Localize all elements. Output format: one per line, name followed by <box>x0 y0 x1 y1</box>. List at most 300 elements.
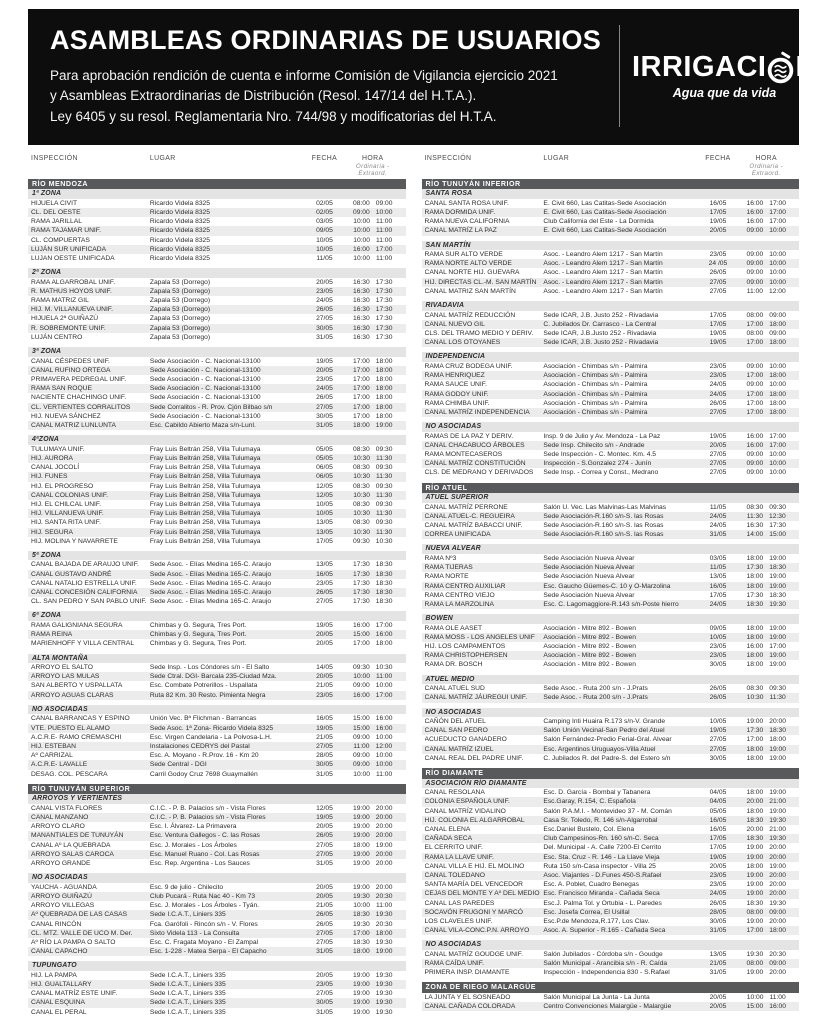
table-row <box>28 681 406 690</box>
hora-ordinaria: 08:00 <box>746 311 764 319</box>
zone-section <box>422 241 800 297</box>
cell-fecha: 06/05 <box>316 464 333 472</box>
cell-inspeccion: HIJ. NUEVA SÁNCHEZ <box>31 412 101 420</box>
hora-ordinaria: 08:00 <box>353 199 370 207</box>
table-row <box>422 450 800 459</box>
hora-extraordinaria: 18:30 <box>375 570 393 578</box>
table-row <box>28 597 406 606</box>
cell-fecha: 31/05 <box>316 860 333 868</box>
hora-extraordinaria: 17:30 <box>769 522 786 530</box>
cell-inspeccion: CANAL MATRÍZ BABACCI UNIF. <box>424 522 523 530</box>
hora-extraordinaria: 15:00 <box>769 531 786 539</box>
cell-lugar: Asociación - Chimbas s/n - Palmira <box>543 399 648 407</box>
cell-fecha: 04/05 <box>709 798 727 806</box>
cell-hora <box>343 421 402 430</box>
hora-extraordinaria: 09:30 <box>769 503 786 511</box>
cell-fecha: 20/05 <box>316 673 333 681</box>
cell-lugar: Asoc. Viajantes - D.Funes 450-S.Rafael <box>543 871 662 879</box>
table-row <box>422 754 800 763</box>
table-row <box>422 399 800 408</box>
hora-extraordinaria: 12:00 <box>769 287 786 295</box>
hora-extraordinaria: 19:30 <box>769 816 786 824</box>
cell-fecha: 30/05 <box>316 999 333 1007</box>
table-row <box>28 570 406 579</box>
cell-lugar: Asoc. - Leandro Alem 1217 - San Martín <box>543 251 663 259</box>
table-row <box>422 926 800 935</box>
cell-hora <box>343 366 402 375</box>
cell-hora <box>737 530 796 539</box>
table-row <box>28 305 406 314</box>
cell-fecha: 10/05 <box>709 633 727 641</box>
cell-hora <box>737 311 796 320</box>
cell-lugar: Esc.J. Palma Tol. y Ortubia - L. Paredes <box>543 899 662 907</box>
cell-inspeccion: RAMA TIJERAS <box>424 564 473 572</box>
cell-inspeccion: ARROYO GRANDE <box>31 860 91 868</box>
hora-extraordinaria: 10:00 <box>769 269 786 277</box>
cell-lugar: C.I.C. - P. B. Palacios s/n - Vista Flores <box>149 814 266 822</box>
hora-ordinaria: 08:30 <box>746 685 764 693</box>
cell-hora <box>343 724 402 733</box>
zone-header: 2ª ZONA <box>28 268 406 278</box>
cell-hora <box>737 320 796 329</box>
cell-lugar: Sede Asociación - C. Nacional-13100 <box>149 385 261 393</box>
hora-extraordinaria: 17:30 <box>375 333 393 341</box>
column-header-inspeccion: INSPECCIÓN <box>424 154 472 162</box>
cell-inspeccion: HIJ. SANTA RITA UNIF. <box>31 519 101 527</box>
hora-extraordinaria: 11:30 <box>376 454 393 462</box>
river-section <box>422 982 800 1011</box>
cell-hora <box>343 920 402 929</box>
cell-lugar: Sede Insp. - Correa y Const., Medrano <box>543 469 659 477</box>
cell-hora <box>343 412 402 421</box>
hora-ordinaria: 09:00 <box>353 752 370 760</box>
table-row <box>422 512 800 521</box>
table-row <box>422 889 800 898</box>
hora-ordinaria: 10:00 <box>353 227 370 235</box>
cell-hora <box>737 199 796 208</box>
table-row <box>28 850 406 859</box>
cell-lugar: Fray Luis Beltrán 258, Villa Tulumaya <box>149 519 261 527</box>
cell-fecha: 24/05 <box>709 600 727 608</box>
zone-section <box>422 708 800 764</box>
cell-lugar: Asoc. - Leandro Alem 1217 - San Martín <box>543 278 663 286</box>
hora-ordinaria: 17:30 <box>746 591 764 599</box>
column-header-fecha: FECHA <box>311 154 338 162</box>
hora-extraordinaria: 11:00 <box>376 227 393 235</box>
hora-extraordinaria: 20:00 <box>769 969 786 977</box>
cell-fecha: 09/05 <box>709 624 727 632</box>
cell-hora <box>343 929 402 938</box>
cell-fecha: 13/05 <box>316 519 333 527</box>
table-row <box>422 968 800 977</box>
cell-hora <box>737 600 796 609</box>
subtitle-line-1: Para aprobación rendición de cuenta e informe Comisión de Vigilancia ejercicio 2021 <box>50 68 558 83</box>
cell-hora <box>737 268 796 277</box>
hora-extraordinaria: 19:00 <box>769 862 786 870</box>
cell-hora <box>343 971 402 980</box>
cell-lugar: Ruta 82 Km. 30 Resto. Pimienta Negra <box>149 691 266 699</box>
hora-extraordinaria: 20:00 <box>375 860 393 868</box>
cell-fecha: 27/05 <box>316 315 333 323</box>
cell-hora <box>737 825 796 834</box>
cell-hora <box>343 509 402 518</box>
hora-ordinaria: 19:00 <box>746 969 764 977</box>
cell-lugar: Carril Godoy Cruz 7698 Guaymallén <box>149 770 258 778</box>
cell-inspeccion: CL. COMPUERTAS <box>31 236 90 244</box>
cell-fecha: 26/05 <box>316 394 333 402</box>
river-section <box>28 784 406 1017</box>
hora-ordinaria: 18:00 <box>746 554 764 562</box>
hora-ordinaria: 19:30 <box>353 920 370 928</box>
cell-lugar: Zapala 53 (Dorrego) <box>149 278 211 286</box>
cell-inspeccion: RAMA NORTE ALTO VERDE <box>424 260 512 268</box>
cell-lugar: Ricardo Videla 8325 <box>149 227 210 235</box>
zone-header: 5ª ZONA <box>28 551 406 561</box>
cell-hora <box>737 380 796 389</box>
cell-lugar: Esc. A. Moyano - R.Prov. 16 - Km 20 <box>149 752 259 760</box>
hora-ordinaria: 19:00 <box>746 890 764 898</box>
cell-inspeccion: CL. MTZ. VALLE DE UCO M. Der. <box>31 929 133 937</box>
cell-fecha: 16/05 <box>316 570 333 578</box>
cell-lugar: C. Jubilados R. del Padre-S. del Estero s/n <box>543 754 671 762</box>
table-row <box>28 208 406 217</box>
table-row <box>422 459 800 468</box>
cell-hora <box>737 572 796 581</box>
cell-lugar: Sede Asoc. - Ruta 200 s/n - J.Prats <box>543 694 648 702</box>
cell-inspeccion: CANAL RINCÓN <box>31 920 82 928</box>
cell-hora <box>343 384 402 393</box>
cell-hora <box>343 314 402 323</box>
hora-ordinaria: 08:30 <box>353 519 370 527</box>
table-row <box>422 651 800 660</box>
hora-ordinaria: 17:30 <box>353 598 370 606</box>
hora-extraordinaria: 19:00 <box>769 582 786 590</box>
table-row <box>422 684 800 693</box>
hora-extraordinaria: 17:30 <box>375 297 393 305</box>
hora-extraordinaria: 18:00 <box>769 408 786 416</box>
table-row <box>422 320 800 329</box>
table-row <box>28 500 406 509</box>
cell-hora <box>343 714 402 723</box>
cell-lugar: Unión Vec. Bª Flichman - Barrancas <box>149 715 257 723</box>
zone-header: SAN MARTÍN <box>422 241 800 251</box>
cell-lugar: Sede Asociación Nueva Alvear <box>543 573 635 581</box>
hora-ordinaria: 17:00 <box>353 366 370 374</box>
table-column-left <box>28 153 406 1017</box>
cell-hora <box>737 512 796 521</box>
cell-inspeccion: CLS. DE MEDRANO Y DERIVADOS <box>424 469 534 477</box>
cell-lugar: Esc.Daniel Bustelo, Col. Elena <box>543 825 635 833</box>
table-row <box>422 825 800 834</box>
hora-ordinaria: 17:30 <box>746 727 764 735</box>
hora-ordinaria: 16:00 <box>746 432 764 440</box>
cell-inspeccion: CANAL VISTA FLORES <box>31 804 102 812</box>
hora-ordinaria: 18:00 <box>746 807 764 815</box>
table-row <box>28 883 406 892</box>
cell-lugar: Esc. Gaucho Güemes-C. 10 y O-Marzolina <box>543 582 671 590</box>
cell-inspeccion: HIJ. COLONIA EL ALGARROBAL <box>424 816 525 824</box>
cell-lugar: Club California del Este - La Dormida <box>543 218 654 226</box>
cell-fecha: 19/05 <box>709 432 727 440</box>
hora-ordinaria: 09:00 <box>353 208 370 216</box>
hora-extraordinaria: 19:00 <box>769 745 786 753</box>
cell-inspeccion: RAMA DORMIDA UNIF. <box>424 208 496 216</box>
hora-extraordinaria: 11:00 <box>376 770 393 778</box>
hora-extraordinaria: 18:00 <box>375 929 393 937</box>
cell-hora <box>343 579 402 588</box>
subtitle-line-3: Ley 6405 y su resol. Reglamentaria Nro. 744/98 y modificatorias del H.T.A. <box>50 108 497 124</box>
cell-fecha: 19/05 <box>316 814 333 822</box>
cell-lugar: Centro Convenciones Malargüe - Malargüe <box>543 1003 672 1011</box>
cell-fecha: 19/05 <box>709 339 727 347</box>
cell-hora <box>737 250 796 259</box>
cell-hora <box>343 822 402 831</box>
hora-ordinaria: 18:30 <box>746 899 764 907</box>
cell-hora <box>343 850 402 859</box>
table-row <box>28 393 406 402</box>
cell-inspeccion: CANAL REAL DEL PADRE UNIF. <box>424 754 524 762</box>
hora-ordinaria: 16:00 <box>746 199 764 207</box>
hora-extraordinaria: 11:00 <box>376 673 393 681</box>
column-header-lugar: LUGAR <box>149 154 176 162</box>
table-row <box>422 530 800 539</box>
cell-fecha: 23/05 <box>709 362 727 370</box>
hora-ordinaria: 17:00 <box>353 376 370 383</box>
hora-extraordinaria: 17:00 <box>769 643 786 651</box>
cell-fecha: 17/05 <box>316 537 333 545</box>
cell-inspeccion: CANAL CONCESIÓN CALIFORNIA <box>31 589 138 597</box>
cell-lugar: Salón Fernández-Predio Ferial-Gral. Alvear <box>543 736 672 744</box>
cell-fecha: 23/05 <box>709 251 727 259</box>
river-section-header: RÍO MENDOZA <box>28 179 406 190</box>
cell-fecha: 20/05 <box>709 993 727 1001</box>
cell-inspeccion: RAMA NUEVA CALIFORNIA <box>424 218 510 226</box>
table-row <box>28 724 406 733</box>
hora-extraordinaria: 18:30 <box>769 564 786 572</box>
hora-ordinaria: 08:30 <box>353 500 370 508</box>
cell-hora <box>737 834 796 843</box>
zone-section <box>422 940 800 977</box>
table-row <box>28 491 406 500</box>
hora-ordinaria: 08:30 <box>353 445 370 453</box>
table-row <box>28 947 406 956</box>
cell-hora <box>343 333 402 342</box>
column-header-row <box>422 153 800 179</box>
page-title: ASAMBLEAS ORDINARIAS DE USUARIOS <box>50 25 601 55</box>
cell-lugar: C.I.C. - P. B. Palacios s/n - Vista Flores <box>149 804 266 812</box>
table-row <box>28 588 406 597</box>
hora-extraordinaria: 18:30 <box>375 561 393 569</box>
cell-hora <box>737 843 796 852</box>
cell-inspeccion: A.C.R.E- LAVALLE <box>31 761 88 769</box>
cell-lugar: E. Civit 660, Las Catitas-Sede Asociación <box>543 208 667 216</box>
cell-lugar: Camping Inti Huaira R.173 s/n-V. Grande <box>543 718 666 726</box>
zone-section <box>28 611 406 648</box>
cell-inspeccion: RAMA HENRIQUEZ <box>424 372 485 380</box>
cell-fecha: 20/05 <box>709 227 727 235</box>
table-row <box>422 250 800 259</box>
hora-extraordinaria: 21:00 <box>769 825 786 833</box>
cell-lugar: Asociación - Chimbas s/n - Palmira <box>543 362 648 370</box>
cell-fecha: 23/05 <box>709 881 727 889</box>
hora-extraordinaria: 20:00 <box>769 881 786 889</box>
hora-ordinaria: 19:00 <box>746 853 764 861</box>
hora-extraordinaria: 20:30 <box>375 892 393 900</box>
cell-hora <box>737 390 796 399</box>
cell-inspeccion: ARROYO GUIÑAZÚ <box>31 892 92 900</box>
cell-inspeccion: CANAL MATRÍZ ESTE UNIF. <box>31 990 118 998</box>
cell-inspeccion: RAMA CAÍDA UNIF. <box>424 960 484 968</box>
zone-header: RIVADAVIA <box>422 301 800 311</box>
hora-ordinaria: 18:00 <box>746 633 764 641</box>
cell-hora <box>737 862 796 871</box>
table-row <box>422 259 800 268</box>
cell-inspeccion: RAMA GALIGNIANA SEGURA <box>31 621 123 629</box>
cell-lugar: Esc.P.de Mendoza,R.177, Los Clav. <box>543 917 650 925</box>
cell-inspeccion: CAÑÓN DEL ATUEL <box>424 718 486 726</box>
hora-extraordinaria: 19:00 <box>769 807 786 815</box>
hora-ordinaria: 18:00 <box>746 862 764 870</box>
zone-section <box>28 268 406 342</box>
zone-list <box>422 993 800 1011</box>
hora-extraordinaria: 19:30 <box>375 911 393 919</box>
hora-extraordinaria: 10:00 <box>375 208 393 216</box>
cell-inspeccion: LUJÁN CENTRO <box>31 333 83 341</box>
hora-ordinaria: 10:30 <box>353 510 370 518</box>
cell-hora <box>343 883 402 892</box>
table-row <box>28 751 406 760</box>
cell-fecha: 23/05 <box>316 981 333 989</box>
table-row <box>422 287 800 296</box>
river-section <box>422 768 800 977</box>
cell-inspeccion: CANAL MATRIZ LUNLUNTA <box>31 422 116 430</box>
hora-ordinaria: 08:30 <box>746 503 764 511</box>
cell-lugar: Esc. Virgen Candelaria - La Polvosa-L.H. <box>149 733 272 741</box>
hora-ordinaria: 16:30 <box>353 287 370 295</box>
cell-inspeccion: RAMA OLE AASET <box>424 624 483 632</box>
cell-lugar: Sede Asociación - C. Nacional-13100 <box>149 412 261 420</box>
cell-hora <box>737 899 796 908</box>
table-row <box>28 841 406 850</box>
cell-hora <box>343 947 402 956</box>
hora-extraordinaria: 10:00 <box>769 260 786 268</box>
cell-hora <box>737 797 796 806</box>
cell-hora <box>343 621 402 630</box>
hora-ordinaria: 19:00 <box>353 832 370 840</box>
cell-fecha: 31/05 <box>709 969 727 977</box>
cell-fecha: 16/05 <box>316 715 333 723</box>
cell-lugar: Sede Asociación-R.160 s/n-S. las Rosas <box>543 531 664 539</box>
hora-extraordinaria: 18:30 <box>375 589 393 597</box>
cell-inspeccion: CANAL Aº LA QUEBRADA <box>31 841 111 849</box>
hora-extraordinaria: 09:30 <box>769 685 786 693</box>
cell-hora <box>343 1008 402 1017</box>
hora-extraordinaria: 20:00 <box>375 850 393 858</box>
hora-ordinaria: 16:30 <box>353 297 370 305</box>
hora-extraordinaria: 18:30 <box>375 598 393 606</box>
cell-hora <box>343 454 402 463</box>
cell-inspeccion: VTE. PUESTO EL ALAMO <box>31 724 110 732</box>
cell-lugar: Sede ICAR, J.B.Justo 252 - Rivadavia <box>543 329 657 337</box>
cell-inspeccion: CANAL LAS PAREDES <box>424 899 495 907</box>
table-row <box>28 518 406 527</box>
cell-lugar: Fray Luis Beltrán 258, Villa Tulumaya <box>149 454 261 462</box>
cell-hora <box>737 208 796 217</box>
table-row <box>422 390 800 399</box>
cell-hora <box>737 450 796 459</box>
zone-header: ATUEL SUPERIOR <box>422 493 800 503</box>
hora-ordinaria: 09:00 <box>746 278 764 286</box>
cell-hora <box>343 236 402 245</box>
cell-inspeccion: HIJUELA 2ª GUIÑAZÚ <box>31 315 99 323</box>
hora-ordinaria: 15:00 <box>353 715 370 723</box>
cell-lugar: Inspección - Independencia 830 - S.Rafael <box>543 969 670 977</box>
hora-ordinaria: 17:00 <box>353 412 370 420</box>
table-row <box>422 554 800 563</box>
cell-fecha: 26/05 <box>316 589 333 597</box>
table-row <box>422 600 800 609</box>
cell-fecha: 30/05 <box>316 324 333 332</box>
hora-extraordinaria: 10:00 <box>769 451 786 459</box>
hora-extraordinaria: 20:00 <box>769 917 786 925</box>
cell-hora <box>737 651 796 660</box>
cell-lugar: Fray Luis Beltrán 258, Villa Tulumaya <box>149 464 261 472</box>
hora-extraordinaria: 21:00 <box>769 798 786 806</box>
cell-inspeccion: RAMA CRUZ BODEGA UNIF. <box>424 362 513 370</box>
table-row <box>28 892 406 901</box>
hora-extraordinaria: 11:30 <box>376 528 393 536</box>
cell-lugar: Ricardo Videla 8325 <box>149 245 210 253</box>
cell-hora <box>343 518 402 527</box>
hora-extraordinaria: 11:00 <box>769 993 786 1001</box>
cell-hora <box>737 693 796 702</box>
table-row <box>28 770 406 779</box>
cell-fecha: 30/05 <box>709 754 727 762</box>
hora-extraordinaria: 17:30 <box>375 278 393 286</box>
zone-section <box>422 189 800 235</box>
cell-hora <box>737 993 796 1002</box>
hora-ordinaria: 19:00 <box>353 860 370 868</box>
cell-inspeccion: EL CERRITO UNIF. <box>424 844 483 852</box>
hora-ordinaria: 18:00 <box>353 841 370 849</box>
hora-ordinaria: 19:30 <box>746 950 764 958</box>
table-row <box>28 314 406 323</box>
zone-section <box>422 993 800 1011</box>
table-row <box>28 324 406 333</box>
table-row <box>422 208 800 217</box>
cell-inspeccion: ARROYO VILLEGAS <box>31 902 95 910</box>
cell-hora <box>737 871 796 880</box>
cell-inspeccion: CANAL MATRÍZ JÁUREGUI UNIF. <box>424 694 528 702</box>
cell-inspeccion: CL. SAN PEDRO Y SAN PABLO UNIF. <box>31 598 147 606</box>
cell-hora <box>343 938 402 947</box>
cell-inspeccion: SOCAVÓN FRUGONI Y MARCÓ <box>424 908 523 916</box>
cell-fecha: 20/05 <box>709 1003 727 1011</box>
hora-extraordinaria: 20:30 <box>375 920 393 928</box>
table-row <box>28 560 406 569</box>
cell-inspeccion: CANAL NUEVO GIL <box>424 320 485 328</box>
cell-fecha: 23/05 <box>709 871 727 879</box>
cell-fecha: 27/05 <box>316 841 333 849</box>
table-row <box>28 472 406 481</box>
hora-ordinaria: 19:00 <box>353 981 370 989</box>
table-row <box>422 408 800 417</box>
cell-fecha: 23/05 <box>709 652 727 660</box>
cell-lugar: Fray Luis Beltrán 258, Villa Tulumaya <box>149 500 261 508</box>
hora-ordinaria: 09:00 <box>353 761 370 769</box>
hora-ordinaria: 17:00 <box>746 408 764 416</box>
hora-extraordinaria: 10:30 <box>375 664 393 672</box>
